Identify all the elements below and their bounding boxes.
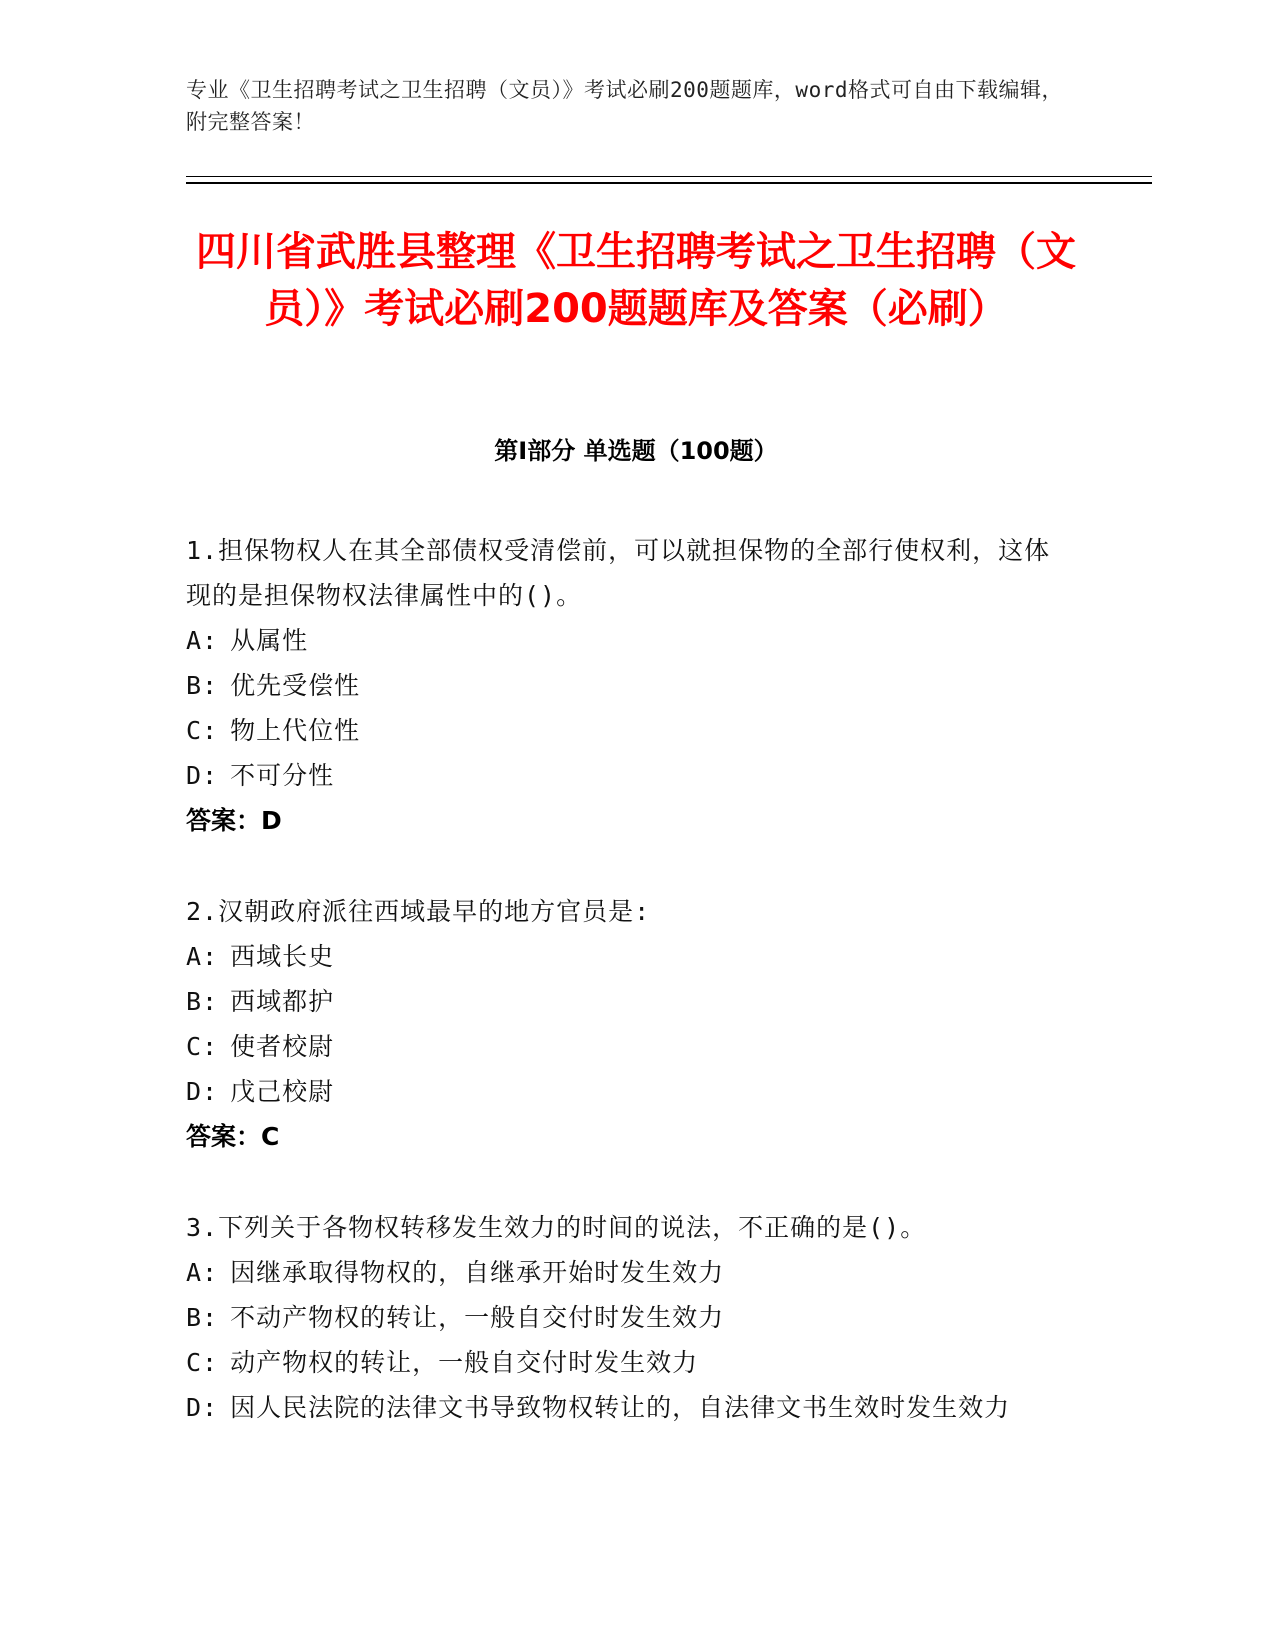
option-key: A: <box>186 942 219 971</box>
option-d <box>186 753 1076 798</box>
option-key: A: <box>186 626 219 655</box>
option-a <box>186 618 1076 663</box>
document-title: 四川省武胜县整理《卫生招聘考试之卫生招聘（文员）》考试必刷200题题库及答案（必刷） <box>196 229 1076 332</box>
answer-line <box>186 1114 1076 1159</box>
answer-line <box>186 798 1076 843</box>
option-c <box>186 708 1076 753</box>
option-text: 从属性 <box>230 626 309 655</box>
answer-value: D <box>261 806 282 835</box>
option-d <box>186 1069 1076 1114</box>
header-divider-thin <box>186 176 1152 177</box>
option-text: 西域都护 <box>230 987 335 1016</box>
option-text: 因人民法院的法律文书导致物权转让的，自法律文书生效时发生效力 <box>230 1393 1011 1422</box>
option-b <box>186 979 1076 1024</box>
question-text: 1.担保物权人在其全部债权受清偿前，可以就担保物的全部行使权利，这体现的是担保物权法律属性中的()。 <box>186 536 1051 610</box>
answer-value: C <box>261 1122 280 1151</box>
option-text: 西域长史 <box>230 942 335 971</box>
option-key: C: <box>186 716 219 745</box>
option-b <box>186 663 1076 708</box>
option-a <box>186 934 1076 979</box>
question-text: 3.下列关于各物权转移发生效力的时间的说法，不正确的是()。 <box>186 1213 927 1242</box>
option-b <box>186 1295 1076 1340</box>
option-d <box>186 1385 1076 1430</box>
option-key: D: <box>186 1393 219 1422</box>
option-key: B: <box>186 1303 219 1332</box>
question-2 <box>186 889 1076 1159</box>
question-3 <box>186 1205 1076 1430</box>
option-text: 动产物权的转让，一般自交付时发生效力 <box>230 1348 699 1377</box>
option-text: 戊己校尉 <box>230 1077 335 1106</box>
option-text: 因继承取得物权的，自继承开始时发生效力 <box>230 1258 725 1287</box>
option-key: D: <box>186 1077 219 1106</box>
answer-label: 答案： <box>186 806 262 835</box>
option-text: 物上代位性 <box>230 716 361 745</box>
question-text: 2.汉朝政府派往西域最早的地方官员是: <box>186 897 651 926</box>
option-c <box>186 1340 1076 1385</box>
option-key: D: <box>186 761 219 790</box>
option-key: B: <box>186 987 219 1016</box>
option-text: 不动产物权的转让，一般自交付时发生效力 <box>230 1303 725 1332</box>
header-note: 专业《卫生招聘考试之卫生招聘（文员）》考试必刷200题题库，word格式可自由下载编辑，附完整答案！ <box>186 78 1063 134</box>
section-title: 第I部分 单选题（100题） <box>494 437 778 465</box>
option-key: C: <box>186 1032 219 1061</box>
option-key: B: <box>186 671 219 700</box>
option-key: A: <box>186 1258 219 1287</box>
option-a <box>186 1250 1076 1295</box>
option-text: 不可分性 <box>230 761 335 790</box>
header-divider-thick <box>186 182 1152 184</box>
question-list <box>186 528 1076 1476</box>
question-1 <box>186 528 1076 843</box>
option-c <box>186 1024 1076 1069</box>
answer-label: 答案： <box>186 1122 262 1151</box>
option-text: 使者校尉 <box>230 1032 335 1061</box>
option-text: 优先受偿性 <box>230 671 361 700</box>
option-key: C: <box>186 1348 219 1377</box>
